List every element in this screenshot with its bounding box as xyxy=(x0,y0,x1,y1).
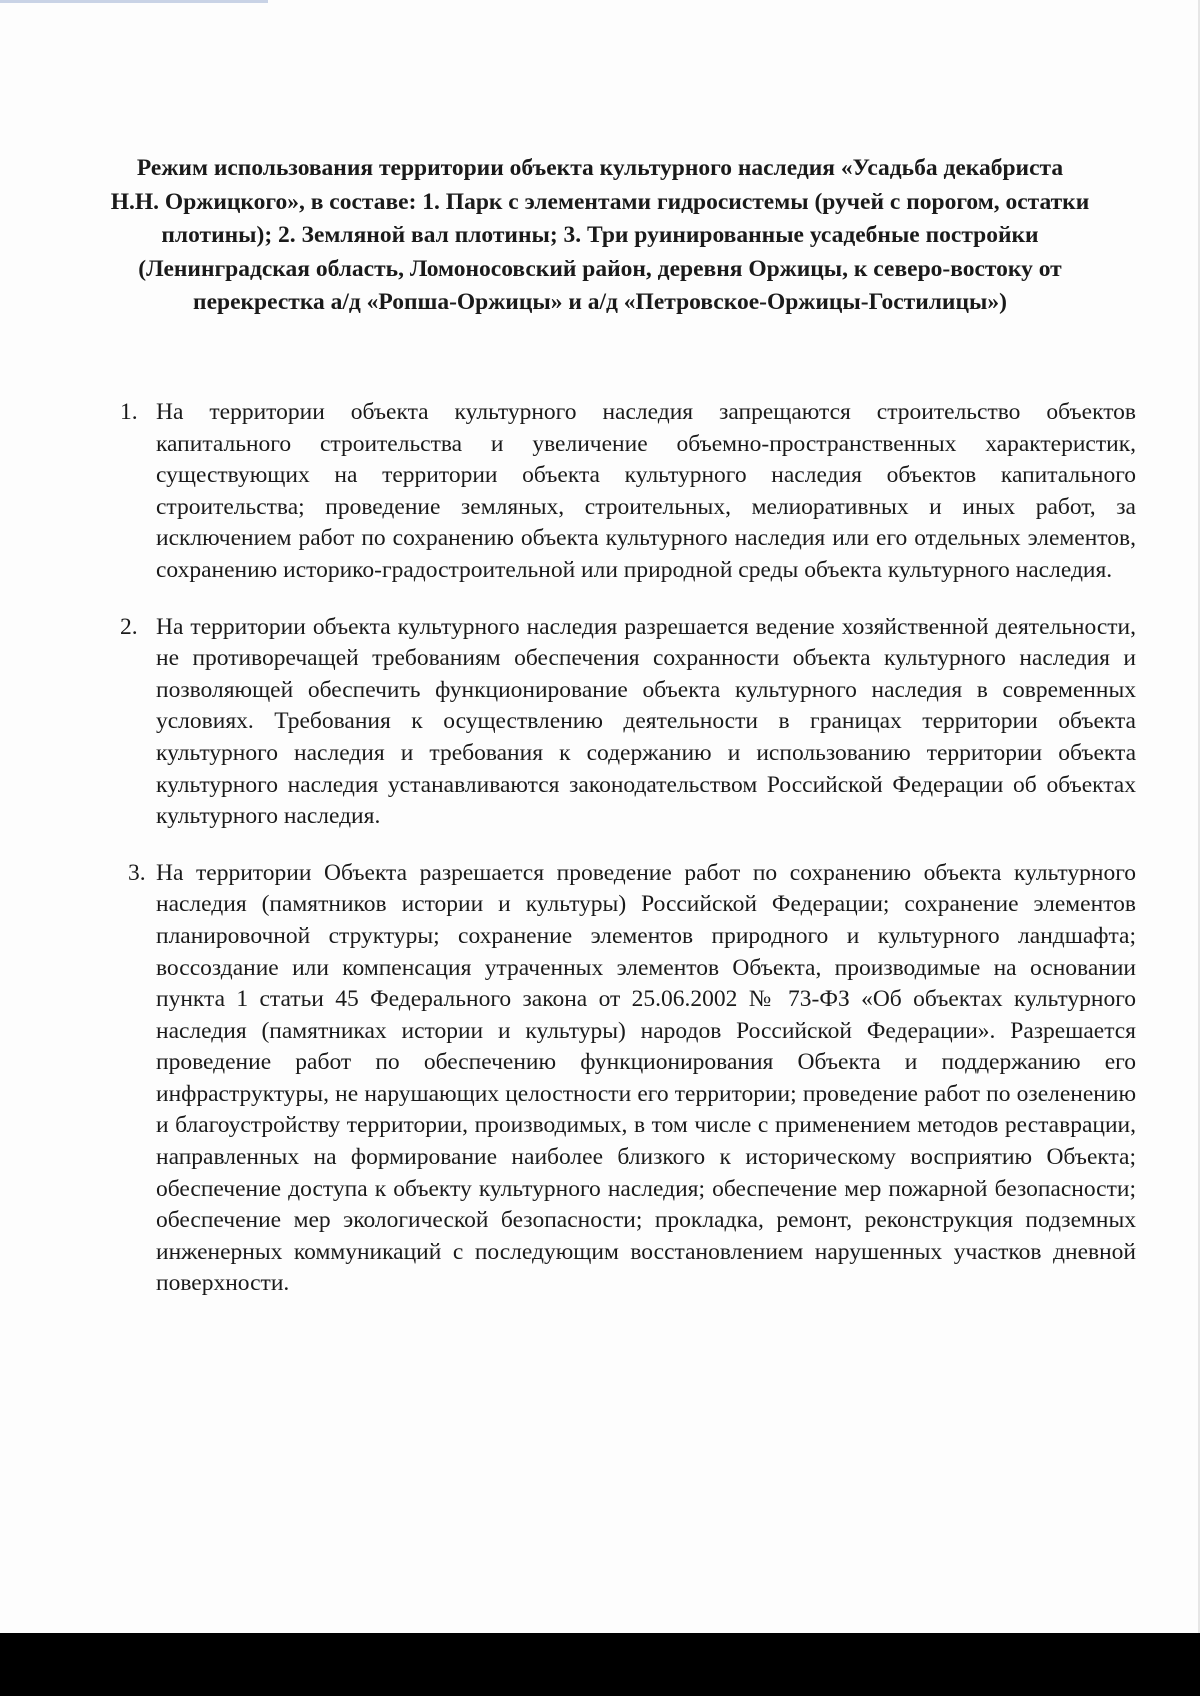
item-text: На территории Объекта разрешается проведение работ по сохранению объекта культурного наследия (памятников истории и культуры) Российской Федерации; сохранение элементов планировочной структуры; сохранение элементов природного и культурного ландшафта; воссоздание или компенсация утраченных элементов Объекта, производимые на основании пункта 1 статьи 45 Федерального закона от 25.06.2002 № 73-ФЗ «Об объектах культурного наследия (памятниках истории и культуры) народов Российской Федерации». Разрешается проведение работ по обеспечению функционирования Объекта и поддержанию его инфраструктуры, не нарушающих целостности его территории; проведение работ по озеленению и благоустройству территории, производимых, в том числе с применением методов реставрации, направленных на формирование наиболее близкого к историческому восприятию Объекта; обеспечение доступа к объекту культурного наследия; обеспечение мер пожарной безопасности; обеспечение мер экологической безопасности; прокладка, ремонт, реконструкция подземных инженерных коммуникаций с последующим восстановлением нарушенных участков дневной поверхности. xyxy=(156,859,1136,1297)
item-number: 2. xyxy=(120,613,138,640)
item-number: 3. xyxy=(128,859,146,886)
scan-edge-mark xyxy=(0,0,268,3)
item-text: На территории объекта культурного наследия разрешается ведение хозяйственной деятельности, не противоречащей требованиям обеспечения сохранности объекта культурного наследия и позволяющей обеспечить функционирование объекта культурного наследия в современных условиях. Требования к осуществлению деятельности в границах территории объекта культурного наследия и требования к содержанию и использованию территории объекта культурного наследия устанавливаются законодательством Российской Федерации об объектах культурного наследия. xyxy=(156,613,1136,830)
item-text: На территории объекта культурного наследия запрещаются строительство объектов капитального строительства и увеличение объемно-пространственных характеристик, существующих на территории объекта культурного наследия объектов капитального строительства; проведение земляных, строительных, мелиоративных и иных работ, за исключением работ по сохранению объекта культурного наследия или его отдельных элементов, сохранению историко-градостроительной или природной среды объекта культурного наследия. xyxy=(156,399,1136,583)
item-number: 1. xyxy=(120,399,138,425)
regulation-item-2 xyxy=(120,612,1136,833)
regulation-item-1 xyxy=(120,397,1136,587)
regulation-list xyxy=(120,397,1136,1300)
document-title: Режим использования территории объекта культурного наследия «Усадьба декабриста Н.Н. Оржицкого», в составе: 1. Парк с элементами гидросистемы (ручей с порогом, остатки плотины); 2. Земляной вал плотины; 3. Три руинированные усадебные постройки (Ленинградская область, Ломоносовский район, деревня Оржицы, к северо-востоку от перекрестка а/д «Ропша-Оржицы» и а/д «Петровское-Оржицы-Гостилицы») xyxy=(110,155,1090,315)
regulation-item-3 xyxy=(120,858,1136,1300)
scan-black-border xyxy=(0,1633,1200,1696)
